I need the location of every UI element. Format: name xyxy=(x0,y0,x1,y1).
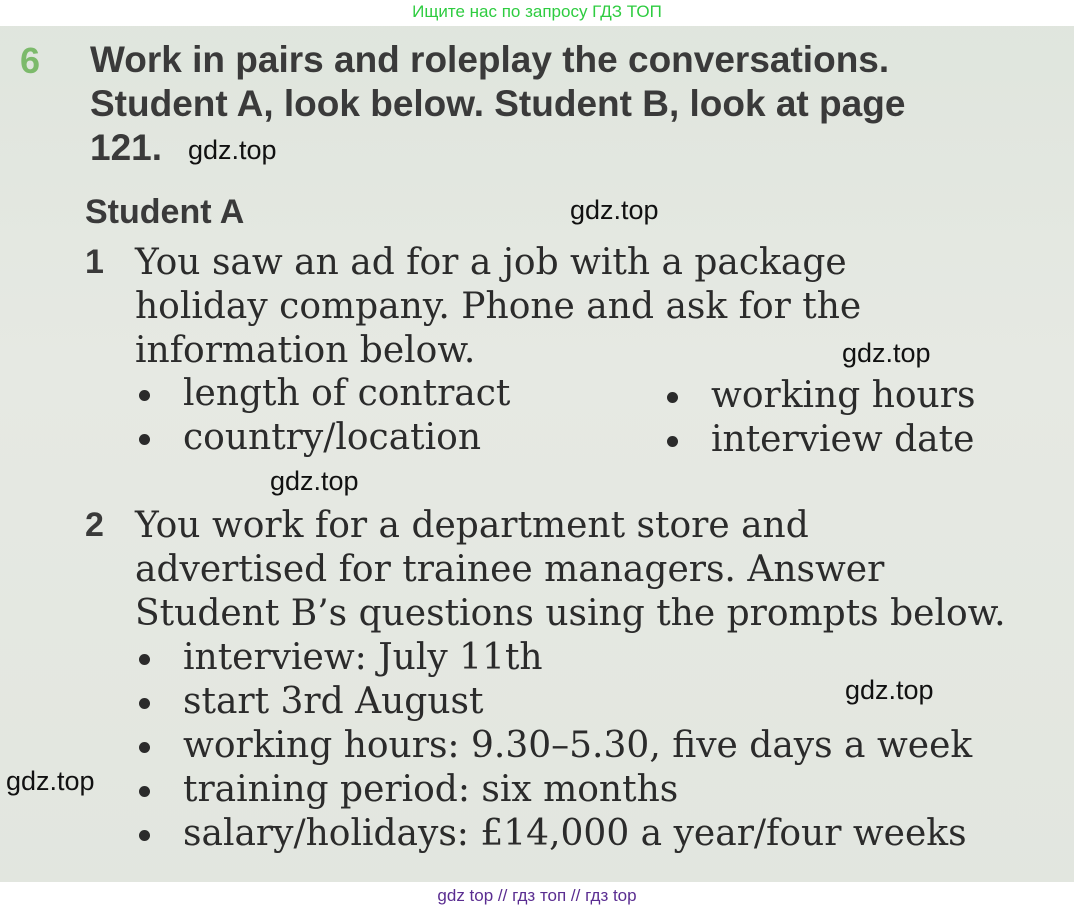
task-1-line: You saw an ad for a job with a package xyxy=(135,242,847,283)
top-banner[interactable]: Ищите нас по запросу ГДЗ ТОП xyxy=(0,0,1074,26)
task-2-line: Student B’s questions using the prompts below. xyxy=(135,593,1006,634)
watermark: gdz.top xyxy=(6,766,95,796)
heading-line: Work in pairs and roleplay the conversations. xyxy=(90,39,890,80)
student-label: Student A xyxy=(85,193,245,231)
task-2-line: You work for a department store and xyxy=(135,505,809,546)
heading-line: Student A, look below. Student B, look at page xyxy=(90,83,906,124)
task-1-line: information below. xyxy=(135,330,476,371)
watermark: gdz.top xyxy=(845,675,934,705)
list-item: interview: July 11th xyxy=(137,636,972,680)
bottom-banner[interactable]: gdz top // гдз топ // гдз top xyxy=(0,882,1074,911)
task-2-line: advertised for trainee managers. Answer xyxy=(135,549,885,590)
task-1-bullets-left xyxy=(137,372,510,460)
list-item: start 3rd August xyxy=(137,680,972,724)
list-item: working hours: 9.30–5.30, five days a week xyxy=(137,724,972,768)
task-2-text xyxy=(135,504,1045,636)
watermark: gdz.top xyxy=(188,135,277,165)
task-1-number: 1 xyxy=(85,243,104,281)
list-item: training period: six months xyxy=(137,768,972,812)
watermark: gdz.top xyxy=(842,338,931,368)
list-item: length of contract xyxy=(137,372,510,416)
list-item: country/location xyxy=(137,416,510,460)
task-2-number: 2 xyxy=(85,506,104,544)
exercise-number: 6 xyxy=(20,40,41,81)
heading-line: 121. xyxy=(90,127,163,168)
list-item: interview date xyxy=(665,418,975,462)
list-item: salary/holidays: £14,000 a year/four weeks xyxy=(137,812,972,856)
list-item: working hours xyxy=(665,374,975,418)
task-1-bullets-right xyxy=(665,374,975,462)
watermark: gdz.top xyxy=(570,195,659,225)
watermark: gdz.top xyxy=(270,466,359,496)
task-2-bullets xyxy=(137,636,972,856)
task-1-line: holiday company. Phone and ask for the xyxy=(135,286,862,327)
